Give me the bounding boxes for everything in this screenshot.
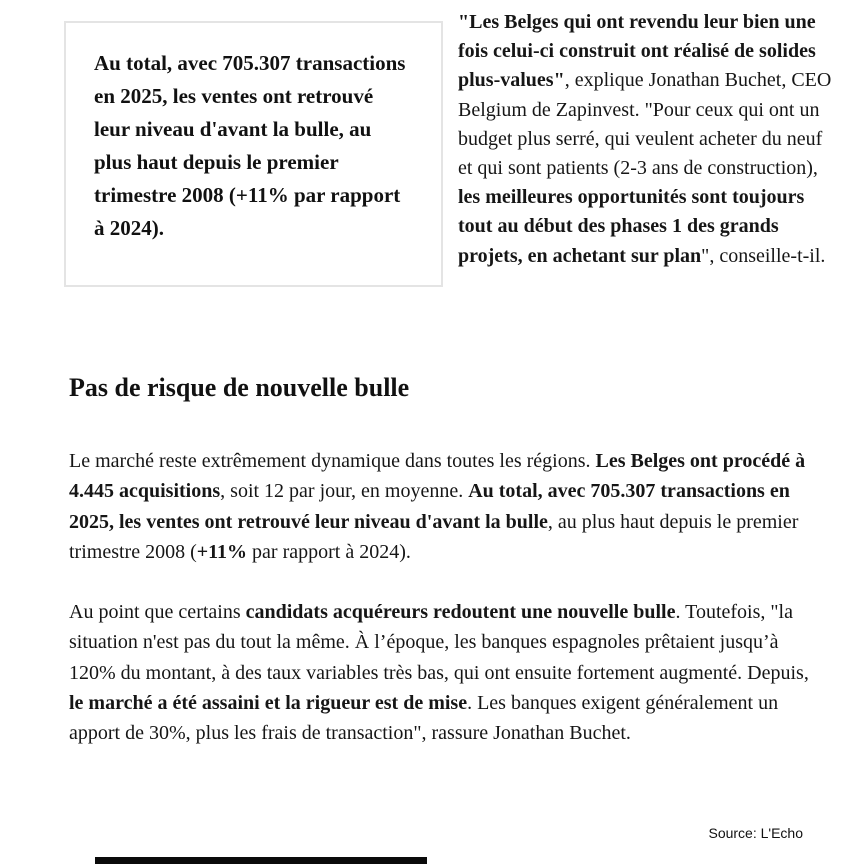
bottom-bar: [95, 857, 427, 864]
quote-column: [458, 8, 837, 271]
paragraph-market-dynamic: [69, 446, 816, 567]
quote-paragraph: [458, 8, 837, 271]
bold-text-run: "Les Belges qui ont revendu leur bien une fois celui-ci construit ont réalisé de solides plus-values": [458, 11, 816, 92]
section-heading: Pas de risque de nouvelle bulle: [69, 373, 410, 402]
bold-text-run: le marché a été assaini et la rigueur est de mise: [69, 691, 468, 714]
text-run: , soit 12 par jour, en moyenne.: [220, 480, 469, 503]
text-run: . Les banques exigent généralement un apport de 30%, plus les frais de transaction", rassure Jonathan Buchet.: [69, 691, 779, 745]
text-run: ", conseille-t-il.: [701, 244, 826, 267]
bold-text-run: candidats acquéreurs redoutent une nouvelle bulle: [245, 601, 676, 623]
text-run: Le marché reste extrêmement dynamique dans toutes les régions.: [69, 450, 596, 472]
bold-text-run: Au total, avec 705.307 transactions en 2025, les ventes ont retrouvé leur niveau d'avant la bulle: [69, 480, 790, 533]
paragraph-no-bubble-risk: [69, 597, 816, 748]
source-attribution: Source: L'Echo: [708, 825, 803, 841]
text-run: par rapport à 2024).: [247, 540, 411, 563]
bold-text-run: +11%: [196, 540, 248, 563]
text-run: , au plus haut depuis le premier trimestre 2008 (: [69, 510, 799, 563]
text-run: . Toutefois, "la situation n'est pas du tout la même. À l’époque, les banques espagnoles prêtaient jusqu’à 120% du montant, à des taux variables très bas, qui ont ensuite fortement augmenté. Depuis,: [69, 601, 809, 684]
text-run: Au point que certains: [69, 601, 246, 623]
bold-text-run: les meilleures opportunités sont toujours tout au début des phases 1 des grands projets, en achetant sur plan: [458, 186, 805, 267]
text-run: , explique Jonathan Buchet, CEO Belgium de Zapinvest. "Pour ceux qui ont un budget plus serré, qui veulent acheter du neuf et qui sont patients (2-3 ans de construction),: [458, 69, 832, 180]
pull-quote-text: Au total, avec 705.307 transactions en 2025, les ventes ont retrouvé leur niveau d'avant la bulle, au plus haut depuis le premier trimestre 2008 (+11% par rapport à 2024).: [94, 51, 406, 240]
bold-text-run: Les Belges ont procédé à 4.445 acquisitions: [69, 450, 806, 503]
pull-quote-box: [64, 21, 443, 287]
